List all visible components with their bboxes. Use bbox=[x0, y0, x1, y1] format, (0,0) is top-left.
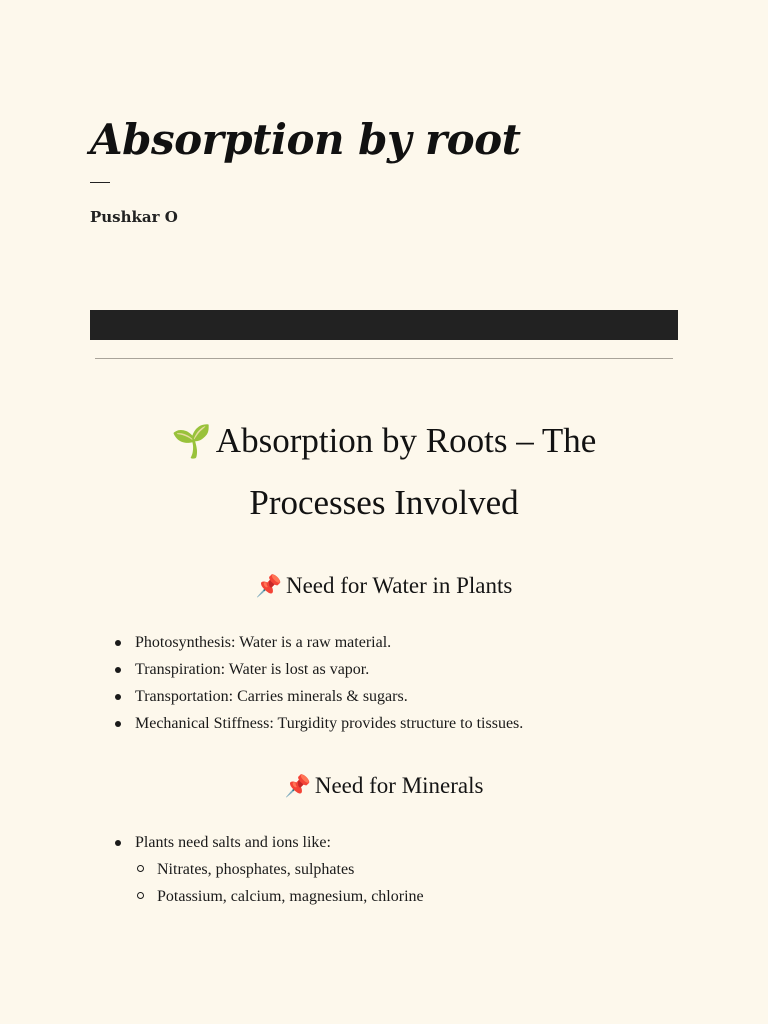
mineral-needs-list bbox=[112, 829, 712, 856]
section-title: Need for Minerals bbox=[314, 773, 484, 798]
author-name: Pushkar O bbox=[90, 208, 178, 226]
section-heading-minerals bbox=[90, 770, 678, 802]
title-underline bbox=[90, 182, 110, 183]
pushpin-icon: 📌 bbox=[284, 774, 311, 798]
document-title: Absorption by root bbox=[90, 115, 521, 164]
main-heading-text: Absorption by Roots – The Processes Involved bbox=[215, 421, 597, 522]
seedling-icon: 🌱 bbox=[171, 423, 212, 459]
section-heading-water bbox=[90, 570, 678, 602]
mineral-sublist bbox=[112, 856, 712, 910]
main-heading bbox=[130, 410, 638, 534]
sub-list-item: Nitrates, phosphates, sulphates bbox=[134, 856, 712, 883]
list-item: Photosynthesis: Water is a raw material. bbox=[112, 629, 712, 656]
water-needs-list bbox=[112, 629, 712, 737]
section-title: Need for Water in Plants bbox=[285, 573, 513, 598]
dark-banner-bar bbox=[90, 310, 678, 340]
list-item: Transportation: Carries minerals & sugars. bbox=[112, 683, 712, 710]
horizontal-divider bbox=[95, 358, 673, 359]
list-item: Transpiration: Water is lost as vapor. bbox=[112, 656, 712, 683]
list-item: Plants need salts and ions like: bbox=[112, 829, 712, 856]
pushpin-icon: 📌 bbox=[255, 574, 282, 598]
sub-list-item: Potassium, calcium, magnesium, chlorine bbox=[134, 883, 712, 910]
list-item: Mechanical Stiffness: Turgidity provides structure to tissues. bbox=[112, 710, 712, 737]
